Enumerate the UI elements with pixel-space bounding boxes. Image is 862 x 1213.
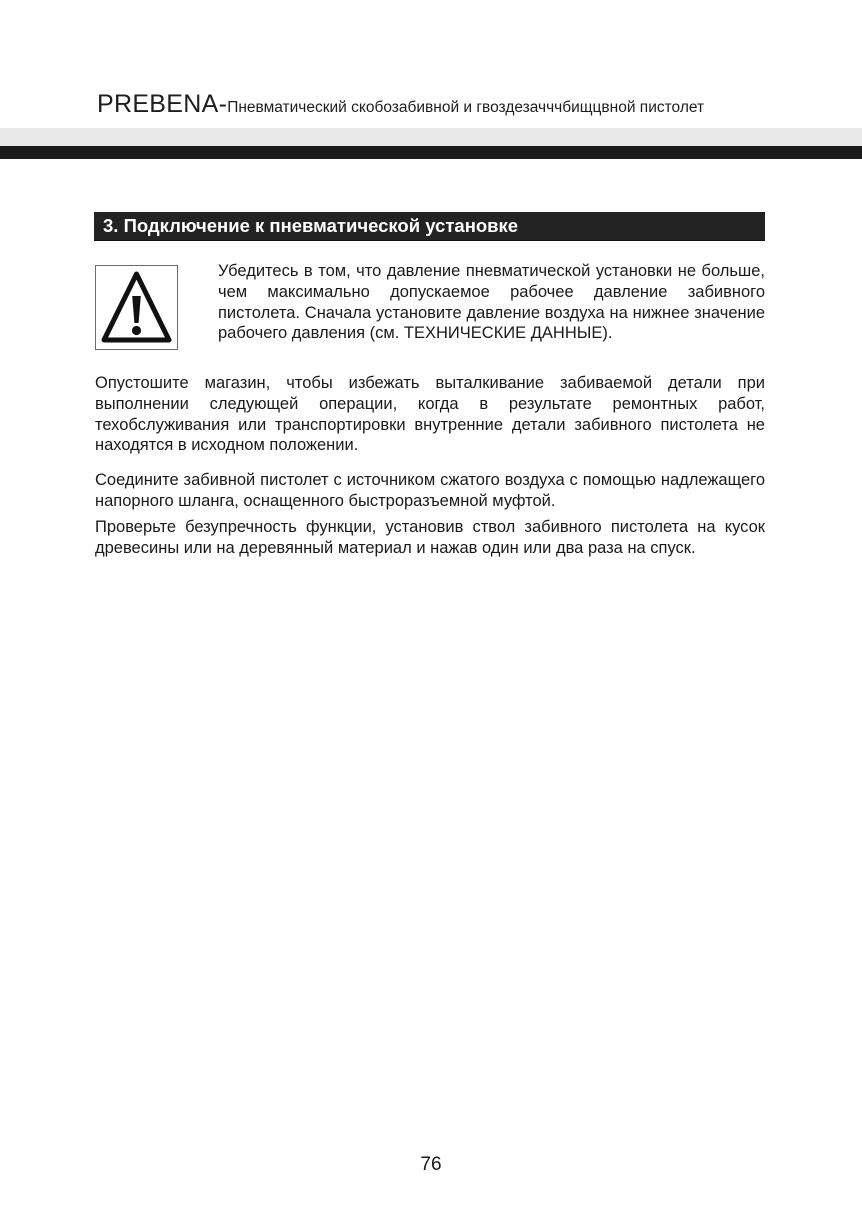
header-black-rule [0, 146, 862, 159]
section-heading-bar [94, 212, 765, 241]
page-number: 76 [420, 1154, 442, 1175]
paragraph-check-function: Проверьте безупречность функции, установив ствол забивного пистолета на кусок древесины или на деревянный материал и нажав один или два раза на спуск. [95, 518, 765, 557]
page-header [97, 90, 797, 119]
paragraph-empty-magazine: Опустошите магазин, чтобы избежать выталкивание забиваемой детали при выполнении следующей операции, когда в результате ремонтных работ, техобслуживания или транспортировки внутренние детали забивного пистолета не находятся в исходном положении. [95, 374, 765, 455]
warning-text: Убедитесь в том, что давление пневматической установки не больше, чем максимально допускаемое рабочее давление забивного пистолета. Сначала установите давление воздуха на нижнее значение рабочего давления (см. ТЕХНИЧЕСКИЕ ДАННЫЕ). [218, 262, 765, 343]
brand-name: PREBENA- [97, 90, 228, 118]
section-title: 3. Подключение к пневматической установке [103, 215, 519, 236]
paragraph-connect-air: Соедините забивной пистолет с источником сжатого воздуха с помощью надлежащего напорного шланга, оснащенного быстроразъемной муфтой. [95, 471, 765, 510]
warning-frame [95, 265, 178, 350]
warning-triangle-icon [96, 266, 177, 349]
header-grey-rule [0, 128, 862, 146]
header-subtitle: Пневматический скобозабивной и гвоздезачччбищцвной пистолет [227, 99, 705, 116]
